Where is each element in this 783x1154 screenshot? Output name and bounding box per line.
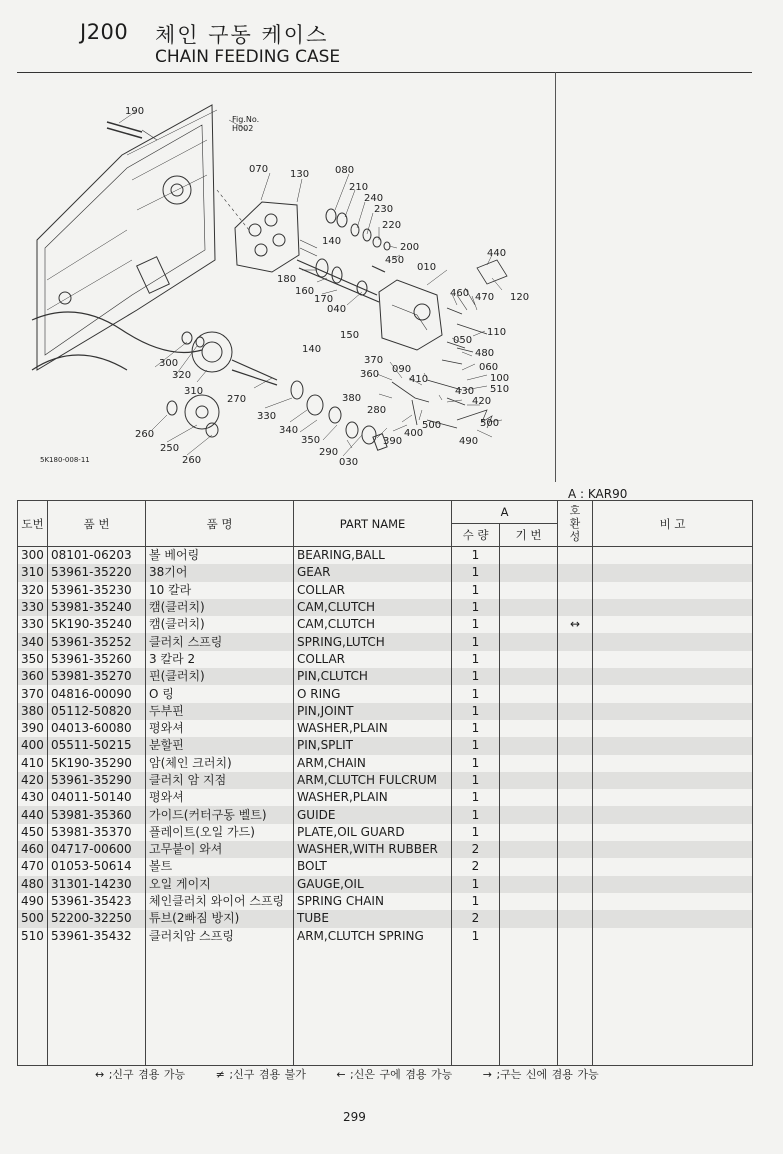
cell-qty: 1 [452, 685, 500, 702]
table-row [18, 737, 753, 754]
cell-basic [500, 599, 558, 616]
drawing-number: 5K180-008-11 [40, 456, 90, 464]
callout: 090 [392, 364, 412, 375]
fig-number: H002 [232, 124, 254, 133]
callout: 190 [125, 106, 145, 117]
empty-cell [146, 945, 294, 1066]
cell-part-no: 53961-35260 [48, 651, 146, 668]
cell-interchange [558, 599, 593, 616]
cell-no: 400 [18, 737, 48, 754]
cell-no: 420 [18, 772, 48, 789]
cell-no: 310 [18, 564, 48, 581]
table-row [18, 547, 753, 565]
cell-name-kr: 10 칼라 [146, 582, 294, 599]
cell-part-name: ARM,CLUTCH FULCRUM [294, 772, 452, 789]
cell-part-no: 53961-35290 [48, 772, 146, 789]
cell-no: 510 [18, 928, 48, 945]
cell-interchange [558, 633, 593, 650]
cell-name-kr: 가이드(커터구동 벨트) [146, 806, 294, 823]
cell-no: 390 [18, 720, 48, 737]
cell-no: 500 [18, 910, 48, 927]
callout: 130 [290, 169, 310, 180]
cell-part-name: TUBE [294, 910, 452, 927]
empty-cell [294, 945, 452, 1066]
callout: 510 [490, 384, 510, 395]
cell-basic [500, 737, 558, 754]
cell-interchange [558, 893, 593, 910]
cell-name-kr: 두부핀 [146, 703, 294, 720]
cell-remarks [593, 651, 753, 668]
cell-no: 350 [18, 651, 48, 668]
cell-name-kr: 체인클러치 와이어 스프링 [146, 893, 294, 910]
empty-cell [593, 945, 753, 1066]
cell-name-kr: 클러치 스프링 [146, 633, 294, 650]
cell-basic [500, 910, 558, 927]
cell-remarks [593, 616, 753, 633]
cell-part-name: ARM,CHAIN [294, 755, 452, 772]
fig-reference [232, 115, 259, 133]
cell-part-name: PIN,CLUTCH [294, 668, 452, 685]
callout: 380 [342, 393, 362, 404]
cell-qty: 1 [452, 876, 500, 893]
cell-interchange [558, 668, 593, 685]
cell-name-kr: 클러치암 스프링 [146, 928, 294, 945]
cell-part-no: 04011-50140 [48, 789, 146, 806]
cell-no: 360 [18, 668, 48, 685]
cell-basic [500, 564, 558, 581]
cell-name-kr: 볼트 [146, 858, 294, 875]
cell-part-name: WASHER,PLAIN [294, 720, 452, 737]
cell-remarks [593, 703, 753, 720]
col-remarks: 비 고 [593, 501, 753, 547]
cell-interchange [558, 841, 593, 858]
callout: 080 [335, 165, 355, 176]
cell-part-no: 05511-50215 [48, 737, 146, 754]
exploded-diagram [17, 80, 553, 480]
cell-basic [500, 755, 558, 772]
cell-interchange [558, 928, 593, 945]
cell-part-no: 53981-35240 [48, 599, 146, 616]
callout: 330 [257, 411, 277, 422]
cell-interchange [558, 772, 593, 789]
cell-name-kr: 38기어 [146, 564, 294, 581]
callout: 340 [279, 425, 299, 436]
callout: 320 [172, 370, 192, 381]
cell-name-kr: O 링 [146, 685, 294, 702]
callout: 010 [417, 262, 437, 273]
table-row [18, 755, 753, 772]
empty-cell [452, 945, 500, 1066]
frame-body [37, 105, 215, 370]
parts-body [18, 547, 753, 1066]
callout: 120 [510, 292, 530, 303]
cell-part-no: 53981-35370 [48, 824, 146, 841]
cell-name-kr: 평와셔 [146, 720, 294, 737]
cell-basic [500, 772, 558, 789]
callout: 210 [349, 182, 369, 193]
cell-name-kr: 오일 게이지 [146, 876, 294, 893]
cell-remarks [593, 858, 753, 875]
callout: 180 [277, 274, 297, 285]
callout: 150 [340, 330, 360, 341]
cell-part-no: 31301-14230 [48, 876, 146, 893]
cell-part-no: 52200-32250 [48, 910, 146, 927]
cell-remarks [593, 893, 753, 910]
cell-remarks [593, 841, 753, 858]
cell-interchange [558, 824, 593, 841]
cell-name-kr: 평와셔 [146, 789, 294, 806]
cell-part-no: 5K190-35240 [48, 616, 146, 633]
cell-interchange [558, 651, 593, 668]
cell-basic [500, 824, 558, 841]
col-interchange: 호 환 성 [558, 501, 593, 547]
callout: 300 [159, 358, 179, 369]
callout: 310 [184, 386, 204, 397]
cell-remarks [593, 720, 753, 737]
cell-remarks [593, 547, 753, 565]
cell-part-name: COLLAR [294, 582, 452, 599]
table-row [18, 772, 753, 789]
cell-interchange [558, 876, 593, 893]
cell-basic [500, 876, 558, 893]
cell-no: 440 [18, 806, 48, 823]
callout: 410 [409, 374, 429, 385]
cell-remarks [593, 910, 753, 927]
cell-qty: 1 [452, 564, 500, 581]
callout: 040 [327, 304, 347, 315]
empty-cell [48, 945, 146, 1066]
col-no: 도번 [18, 501, 48, 547]
cell-part-name: BOLT [294, 858, 452, 875]
cell-no: 460 [18, 841, 48, 858]
cell-interchange [558, 685, 593, 702]
callout: 260 [182, 455, 202, 466]
cell-no: 490 [18, 893, 48, 910]
cell-no: 450 [18, 824, 48, 841]
cell-remarks [593, 772, 753, 789]
cell-remarks [593, 806, 753, 823]
cell-remarks [593, 633, 753, 650]
cell-name-kr: 핀(클러치) [146, 668, 294, 685]
cell-basic [500, 789, 558, 806]
cell-part-no: 04816-00090 [48, 685, 146, 702]
cell-basic [500, 668, 558, 685]
cell-interchange [558, 806, 593, 823]
cell-no: 300 [18, 547, 48, 565]
cell-part-no: 04013-60080 [48, 720, 146, 737]
cell-qty: 1 [452, 547, 500, 565]
section-title-english: CHAIN FEEDING CASE [155, 47, 341, 67]
callout: 400 [404, 428, 424, 439]
callout: 440 [487, 248, 507, 259]
callout: 260 [135, 429, 155, 440]
cell-remarks [593, 824, 753, 841]
callout: 250 [160, 443, 180, 454]
empty-cell [18, 945, 48, 1066]
col-basic: 기 번 [500, 524, 558, 547]
cell-remarks [593, 599, 753, 616]
callout: 230 [374, 204, 394, 215]
table-row [18, 858, 753, 875]
cell-interchange [558, 564, 593, 581]
legend [95, 1066, 625, 1082]
cell-part-name: O RING [294, 685, 452, 702]
cell-no: 470 [18, 858, 48, 875]
cell-part-no: 53961-35230 [48, 582, 146, 599]
cell-basic [500, 633, 558, 650]
cell-interchange [558, 858, 593, 875]
model-label: A : KAR90 [568, 487, 628, 501]
cell-qty: 1 [452, 928, 500, 945]
cell-interchange [558, 910, 593, 927]
callout: 390 [383, 436, 403, 447]
legend-item: → ;구는 신에 겸용 가능 [482, 1068, 599, 1081]
cell-qty: 2 [452, 910, 500, 927]
cell-part-name: WASHER,PLAIN [294, 789, 452, 806]
col-name-kr: 품 명 [146, 501, 294, 547]
cell-name-kr: 플레이트(오일 가드) [146, 824, 294, 841]
callout: 490 [459, 436, 479, 447]
cell-no: 330 [18, 599, 48, 616]
cell-remarks [593, 928, 753, 945]
cell-qty: 1 [452, 720, 500, 737]
table-row [18, 599, 753, 616]
cell-part-name: GEAR [294, 564, 452, 581]
cell-interchange [558, 582, 593, 599]
cell-basic [500, 685, 558, 702]
cell-part-name: CAM,CLUTCH [294, 599, 452, 616]
table-row [18, 685, 753, 702]
callout: 240 [364, 193, 384, 204]
cell-part-no: 53961-35432 [48, 928, 146, 945]
cell-no: 480 [18, 876, 48, 893]
cell-interchange: ↔ [558, 616, 593, 633]
cell-part-no: 53981-35270 [48, 668, 146, 685]
cell-part-name: BEARING,BALL [294, 547, 452, 565]
callout: 450 [385, 255, 405, 266]
cell-part-name: GUIDE [294, 806, 452, 823]
callout: 220 [382, 220, 402, 231]
callout: 280 [367, 405, 387, 416]
table-row [18, 824, 753, 841]
cell-qty: 1 [452, 755, 500, 772]
cell-basic [500, 893, 558, 910]
cell-remarks [593, 564, 753, 581]
cell-basic [500, 616, 558, 633]
cell-name-kr: 분할핀 [146, 737, 294, 754]
cell-part-name: CAM,CLUTCH [294, 616, 452, 633]
section-title-korean: 체인 구동 케이스 [155, 23, 329, 47]
cell-qty: 1 [452, 806, 500, 823]
callout: 470 [475, 292, 495, 303]
callout: 290 [319, 447, 339, 458]
section-code: J200 [80, 20, 129, 44]
callout: 370 [364, 355, 384, 366]
cell-no: 340 [18, 633, 48, 650]
col-qty: 수 량 [452, 524, 500, 547]
callout: 160 [295, 286, 315, 297]
cell-part-no: 08101-06203 [48, 547, 146, 565]
table-row [18, 876, 753, 893]
cell-part-name: ARM,CLUTCH SPRING [294, 928, 452, 945]
cell-basic [500, 841, 558, 858]
table-row [18, 806, 753, 823]
table-row [18, 893, 753, 910]
cell-qty: 1 [452, 772, 500, 789]
cell-qty: 1 [452, 737, 500, 754]
legend-item: ← ;신은 구에 겸용 가능 [336, 1068, 453, 1081]
callout: 060 [479, 362, 499, 373]
cell-no: 410 [18, 755, 48, 772]
callout: 360 [360, 369, 380, 380]
cell-basic [500, 547, 558, 565]
cell-basic [500, 720, 558, 737]
table-row [18, 651, 753, 668]
callout: 200 [400, 242, 420, 253]
cell-part-name: PLATE,OIL GUARD [294, 824, 452, 841]
cell-name-kr: 암(체인 크러치) [146, 755, 294, 772]
cell-interchange [558, 755, 593, 772]
table-row [18, 633, 753, 650]
cell-basic [500, 928, 558, 945]
page-number: 299 [343, 1110, 366, 1124]
table-filler [18, 945, 753, 1066]
cell-part-no: 53961-35252 [48, 633, 146, 650]
legend-item: ≠ ;신구 겸용 불가 [215, 1068, 306, 1081]
table-row [18, 616, 753, 633]
header-rule [17, 72, 752, 73]
callout: 480 [475, 348, 495, 359]
table-row [18, 928, 753, 945]
cell-interchange [558, 703, 593, 720]
callout: 110 [487, 327, 507, 338]
table-row [18, 910, 753, 927]
table-row [18, 841, 753, 858]
table-row [18, 564, 753, 581]
empty-cell [558, 945, 593, 1066]
cell-part-no: 04717-00600 [48, 841, 146, 858]
cell-qty: 1 [452, 703, 500, 720]
cell-name-kr: 볼 베어링 [146, 547, 294, 565]
table-row [18, 720, 753, 737]
cell-part-name: SPRING CHAIN [294, 893, 452, 910]
cell-no: 370 [18, 685, 48, 702]
cell-part-no: 53981-35360 [48, 806, 146, 823]
cell-remarks [593, 582, 753, 599]
table-row [18, 582, 753, 599]
table-row [18, 668, 753, 685]
cell-basic [500, 806, 558, 823]
cell-part-name: PIN,SPLIT [294, 737, 452, 754]
cell-part-name: SPRING,LUTCH [294, 633, 452, 650]
callout: 140 [302, 344, 322, 355]
cell-remarks [593, 755, 753, 772]
cell-part-name: PIN,JOINT [294, 703, 452, 720]
cell-interchange [558, 547, 593, 565]
cell-basic [500, 703, 558, 720]
callout: 430 [455, 386, 475, 397]
cell-part-no: 01053-50614 [48, 858, 146, 875]
cell-basic [500, 582, 558, 599]
callout: 500 [480, 418, 500, 429]
callout: 070 [249, 164, 269, 175]
cell-qty: 1 [452, 789, 500, 806]
cell-remarks [593, 668, 753, 685]
fig-label: Fig.No. [232, 115, 260, 124]
col-part-no: 품 번 [48, 501, 146, 547]
cell-remarks [593, 876, 753, 893]
cell-remarks [593, 737, 753, 754]
callout: 030 [339, 457, 359, 468]
col-part-name: PART NAME [294, 501, 452, 547]
cell-remarks [593, 789, 753, 806]
cell-qty: 1 [452, 651, 500, 668]
callout: 050 [453, 335, 473, 346]
cell-part-name: GAUGE,OIL [294, 876, 452, 893]
cell-name-kr: 클러치 암 지점 [146, 772, 294, 789]
cell-qty: 1 [452, 616, 500, 633]
cell-part-name: WASHER,WITH RUBBER [294, 841, 452, 858]
cell-name-kr: 튜브(2빠짐 방지) [146, 910, 294, 927]
cell-qty: 1 [452, 824, 500, 841]
legend-item: ↔ ;신구 겸용 가능 [95, 1068, 186, 1081]
cell-interchange [558, 789, 593, 806]
cell-qty: 1 [452, 633, 500, 650]
callout: 140 [322, 236, 342, 247]
cell-no: 380 [18, 703, 48, 720]
cell-part-name: COLLAR [294, 651, 452, 668]
diagram-divider [555, 72, 556, 482]
cell-basic [500, 858, 558, 875]
table-row [18, 789, 753, 806]
callout: 270 [227, 394, 247, 405]
cell-no: 330 [18, 616, 48, 633]
callout: 350 [301, 435, 321, 446]
cell-no: 320 [18, 582, 48, 599]
parts-table [17, 500, 753, 1066]
cell-basic [500, 651, 558, 668]
callout: 500 [422, 420, 442, 431]
cell-qty: 1 [452, 893, 500, 910]
callout: 100 [490, 373, 510, 384]
cell-interchange [558, 720, 593, 737]
callout: 460 [450, 288, 470, 299]
callout: 170 [314, 294, 334, 305]
cell-qty: 2 [452, 858, 500, 875]
col-group-a: A [452, 501, 558, 524]
cell-name-kr: 캠(클러치) [146, 616, 294, 633]
cell-part-no: 53961-35423 [48, 893, 146, 910]
cell-qty: 2 [452, 841, 500, 858]
cell-name-kr: 3 칼라 2 [146, 651, 294, 668]
callout: 420 [472, 396, 492, 407]
cell-remarks [593, 685, 753, 702]
cell-name-kr: 고무붙이 와셔 [146, 841, 294, 858]
cell-part-no: 05112-50820 [48, 703, 146, 720]
cell-part-no: 53961-35220 [48, 564, 146, 581]
cell-qty: 1 [452, 668, 500, 685]
cell-qty: 1 [452, 582, 500, 599]
cell-part-no: 5K190-35290 [48, 755, 146, 772]
cell-no: 430 [18, 789, 48, 806]
empty-cell [500, 945, 558, 1066]
cell-name-kr: 캠(클러치) [146, 599, 294, 616]
cell-interchange [558, 737, 593, 754]
cell-qty: 1 [452, 599, 500, 616]
table-row [18, 703, 753, 720]
